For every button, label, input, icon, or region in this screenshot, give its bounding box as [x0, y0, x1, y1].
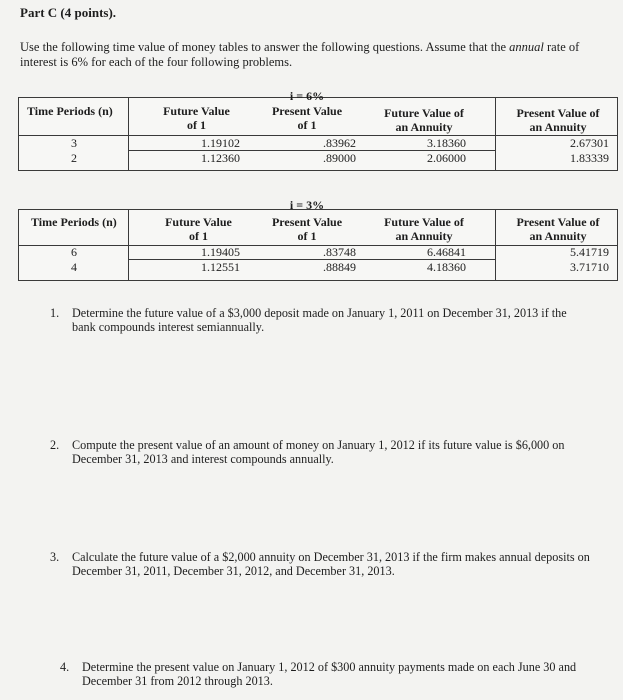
header-time-periods: Time Periods (n)	[27, 104, 113, 118]
row2-pva: 1.83339	[570, 151, 609, 165]
row2-pv1: .88849	[323, 260, 356, 274]
instructions-emphasis: annual	[509, 40, 544, 54]
row1-pv1: .83962	[323, 136, 356, 150]
header-fva-line1: Future Value of	[384, 106, 464, 120]
row1-fva: 3.18360	[427, 136, 466, 150]
header-pva-line2: an Annuity	[529, 229, 587, 243]
row2-fva: 4.18360	[427, 260, 466, 274]
header-pv1-line1: Present Value	[271, 104, 343, 118]
row1-pv1: .83748	[323, 245, 356, 259]
table-3-percent	[18, 198, 618, 281]
rate-label: i = 3%	[289, 198, 325, 212]
instructions	[20, 40, 600, 70]
row1-periods: 6	[71, 245, 77, 259]
header-pva-line1: Present Value of	[516, 215, 600, 229]
header-pv1-line1: Present Value	[271, 215, 343, 229]
header-fv1-line2: of 1	[189, 229, 208, 243]
row1-fv1: 1.19405	[201, 245, 240, 259]
header-fv1-line2: of 1	[187, 118, 206, 132]
header-pva-line1: Present Value of	[516, 106, 600, 120]
row2-periods: 4	[71, 260, 77, 274]
row1-fva: 6.46841	[427, 245, 466, 259]
question-number: 1.	[50, 306, 60, 320]
section-heading: Part C (4 points).	[20, 5, 117, 20]
header-fva-line2: an Annuity	[395, 120, 453, 134]
question-number: 4.	[60, 660, 70, 674]
instructions-text-start: Use the following time value of money tables to answer the following questions. Assume that the	[20, 40, 510, 54]
row1-pva: 5.41719	[570, 245, 609, 259]
instructions-text-end: rate of interest is 6% for each of the four following problems.	[20, 40, 580, 69]
row1-pva: 2.67301	[570, 136, 609, 150]
row2-fva: 2.06000	[427, 151, 466, 165]
row2-pv1: .89000	[323, 151, 356, 165]
row2-fv1: 1.12551	[201, 260, 240, 274]
question-text: Determine the future value of a $3,000 deposit made on January 1, 2011 on December 31, 2013 if the bank compounds interest semiannually.	[72, 306, 567, 334]
question-number: 3.	[50, 550, 60, 564]
header-fva-line1: Future Value of	[384, 215, 464, 229]
header-pv1-line2: of 1	[297, 229, 317, 243]
header-pv1-line2: of 1	[297, 118, 317, 132]
header-fv1-line1: Future Value	[165, 215, 232, 229]
question-number: 2.	[50, 438, 60, 452]
row2-periods: 2	[71, 151, 77, 165]
row2-fv1: 1.12360	[201, 151, 240, 165]
header-fva-line2: an Annuity	[395, 229, 453, 243]
question-text: Compute the present value of an amount of money on January 1, 2012 if its future value is $6,000 on December 31, 2013 and interest compounds annually.	[72, 438, 565, 466]
rate-label: i = 6%	[289, 89, 325, 103]
row1-fv1: 1.19102	[201, 136, 240, 150]
row2-pva: 3.71710	[570, 260, 609, 274]
header-time-periods: Time Periods (n)	[31, 215, 117, 229]
question-text: Determine the present value on January 1, 2012 of $300 annuity payments made on each June 30 and December 31 from 2012 through 2013.	[82, 660, 577, 688]
question-text: Calculate the future value of a $2,000 annuity on December 31, 2013 if the firm makes annual deposits on December 31, 2011, December 31, 2012, and December 31, 2013.	[72, 550, 590, 578]
header-pva-line2: an Annuity	[529, 120, 587, 134]
header-fv1-line1: Future Value	[163, 104, 230, 118]
row1-periods: 3	[71, 136, 77, 150]
table-6-percent	[18, 89, 618, 171]
